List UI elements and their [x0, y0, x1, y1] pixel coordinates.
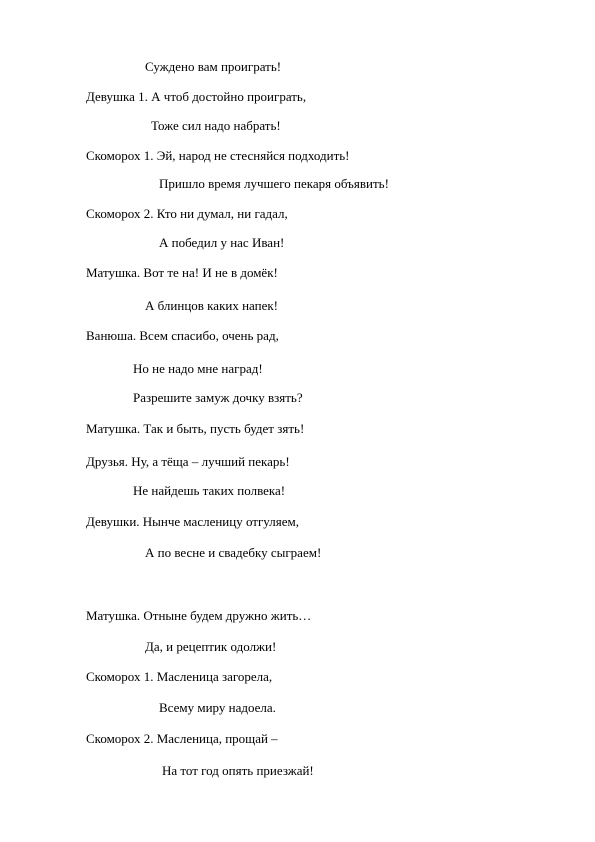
text-line: Скоморох 2. Кто ни думал, ни гадал,	[86, 206, 288, 221]
text-line: Скоморох 1. Эй, народ не стесняйся подходить!	[86, 148, 350, 163]
text-line: Разрешите замуж дочку взять?	[133, 390, 303, 405]
text-line: Тоже сил надо набрать!	[151, 118, 281, 133]
text-line: Суждено вам проиграть!	[145, 59, 282, 74]
text-line: Скоморох 2. Масленица, прощай –	[86, 731, 278, 746]
text-line: Не найдешь таких полвека!	[133, 483, 286, 498]
text-line: На тот год опять приезжай!	[162, 763, 314, 778]
text-line: Матушка. Так и быть, пусть будет зять!	[86, 421, 305, 436]
text-line: Ванюша. Всем спасибо, очень рад,	[86, 328, 279, 343]
text-line: Друзья. Ну, а тёща – лучший пекарь!	[86, 454, 290, 469]
text-line: Пришло время лучшего пекаря объявить!	[159, 176, 389, 191]
text-line: А по весне и свадебку сыграем!	[145, 545, 322, 560]
text-line: Матушка. Отныне будем дружно жить…	[86, 608, 312, 623]
text-line: А блинцов каких напек!	[145, 298, 279, 313]
text-line: Скоморох 1. Масленица загорела,	[86, 669, 273, 684]
text-line: Матушка. Вот те на! И не в домёк!	[86, 265, 278, 280]
text-line: Всему миру надоела.	[159, 700, 276, 715]
text-line: Но не надо мне наград!	[133, 361, 263, 376]
text-line: А победил у нас Иван!	[159, 235, 285, 250]
text-line: Да, и рецептик одолжи!	[145, 639, 277, 654]
text-line: Девушка 1. А чтоб достойно проиграть,	[86, 89, 307, 104]
text-line: Девушки. Нынче масленицу отгуляем,	[86, 514, 299, 529]
